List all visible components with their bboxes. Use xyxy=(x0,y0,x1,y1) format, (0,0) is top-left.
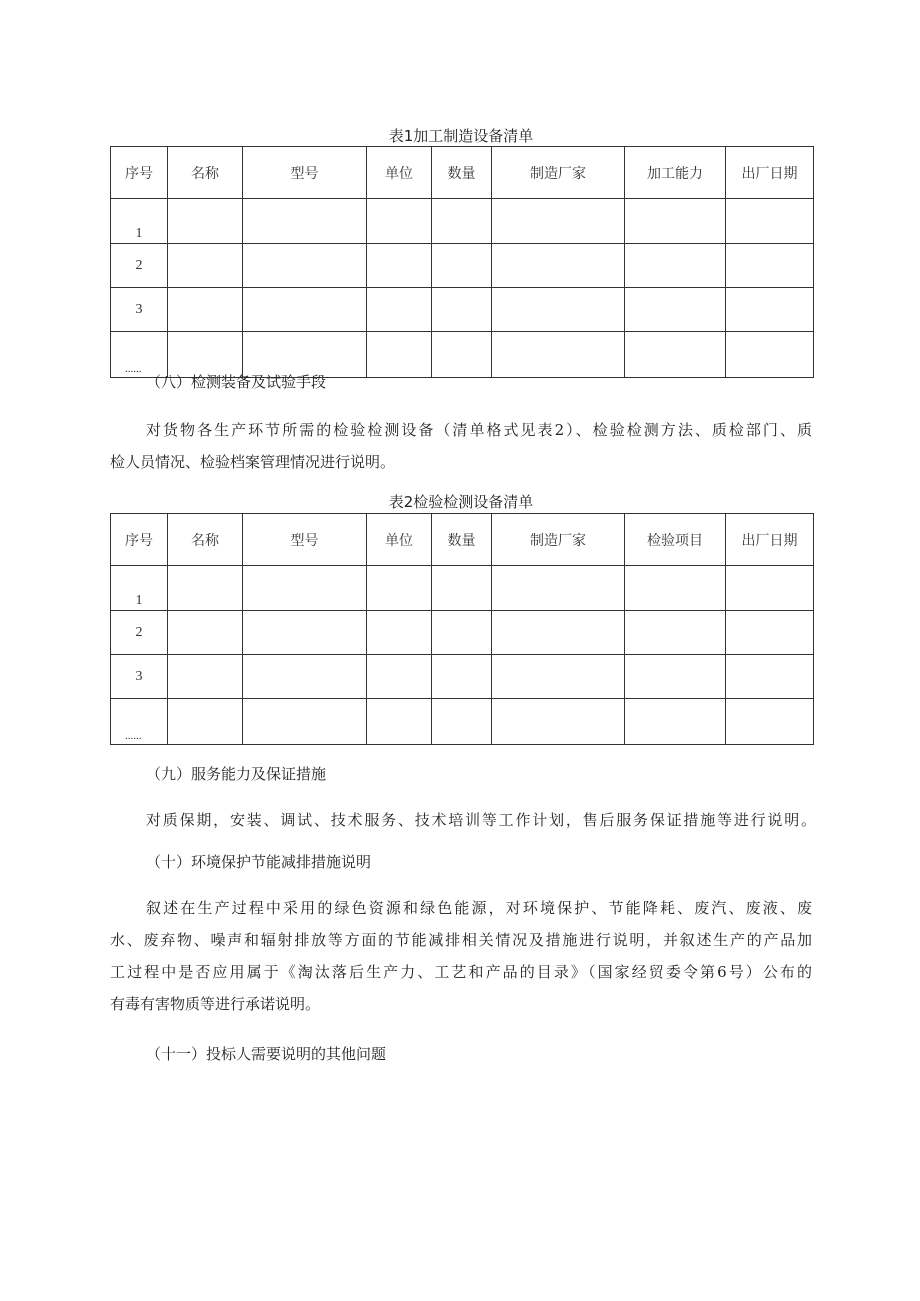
row-number: 3 xyxy=(111,655,168,699)
table1-caption: 表1加工制造设备清单 xyxy=(388,127,534,145)
header-cell: 型号 xyxy=(243,514,367,566)
table-row xyxy=(111,655,814,699)
table-row xyxy=(111,699,814,745)
equipment-table xyxy=(110,146,814,378)
table2-caption: 表2检验检测设备清单 xyxy=(388,493,534,511)
section-heading: （九）服务能力及保证措施 xyxy=(146,765,327,783)
header-cell: 加工能力 xyxy=(625,147,726,199)
paragraph-line: 有毒有害物质等进行承诺说明。 xyxy=(110,995,321,1013)
header-cell: 数量 xyxy=(432,514,492,566)
table-row xyxy=(111,199,814,244)
table-row xyxy=(111,244,814,288)
header-cell: 单位 xyxy=(367,147,432,199)
header-cell: 名称 xyxy=(168,514,243,566)
header-cell: 名称 xyxy=(168,147,243,199)
row-number: 2 xyxy=(111,611,168,655)
row-number: 1 xyxy=(111,199,168,244)
header-cell: 序号 xyxy=(111,147,168,199)
table-row xyxy=(111,611,814,655)
paragraph-line: 叙述在生产过程中采用的绿色资源和绿色能源，对环境保护、节能降耗、废汽、废液、废 xyxy=(146,899,812,917)
paragraph-line: 工过程中是否应用属于《淘汰落后生产力、工艺和产品的目录》（国家经贸委令第6号）公布的 xyxy=(110,963,812,981)
table-row xyxy=(111,288,814,332)
table-row xyxy=(111,566,814,611)
row-number: ...... xyxy=(111,332,168,378)
paragraph-line: 水、废弃物、噪声和辐射排放等方面的节能减排相关情况及措施进行说明，并叙述生产的产品加 xyxy=(110,931,812,949)
header-cell: 出厂日期 xyxy=(726,147,814,199)
inspection-table xyxy=(110,513,814,745)
section-heading: （十一）投标人需要说明的其他问题 xyxy=(146,1045,387,1063)
header-cell: 出厂日期 xyxy=(726,514,814,566)
row-number: 3 xyxy=(111,288,168,332)
paragraph-line: 检人员情况、检验档案管理情况进行说明。 xyxy=(110,453,396,471)
paragraph-line: 对货物各生产环节所需的检验检测设备（清单格式见表2）、检验检测方法、质检部门、质 xyxy=(146,421,812,439)
row-number: 1 xyxy=(111,566,168,611)
header-cell: 型号 xyxy=(243,147,367,199)
row-number: ...... xyxy=(111,699,168,745)
header-cell: 制造厂家 xyxy=(492,147,625,199)
table-row xyxy=(111,332,814,378)
header-cell: 序号 xyxy=(111,514,168,566)
section-heading: （十）环境保护节能减排措施说明 xyxy=(146,853,372,871)
row-number: 2 xyxy=(111,244,168,288)
header-cell: 单位 xyxy=(367,514,432,566)
header-cell: 制造厂家 xyxy=(492,514,625,566)
header-cell: 数量 xyxy=(432,147,492,199)
header-cell: 检验项目 xyxy=(625,514,726,566)
section-heading: （八）检测装备及试验手段 xyxy=(146,373,327,391)
table-header-row xyxy=(111,514,814,566)
paragraph-line: 对质保期，安装、调试、技术服务、技术培训等工作计划，售后服务保证措施等进行说明。 xyxy=(146,811,816,829)
table-header-row xyxy=(111,147,814,199)
